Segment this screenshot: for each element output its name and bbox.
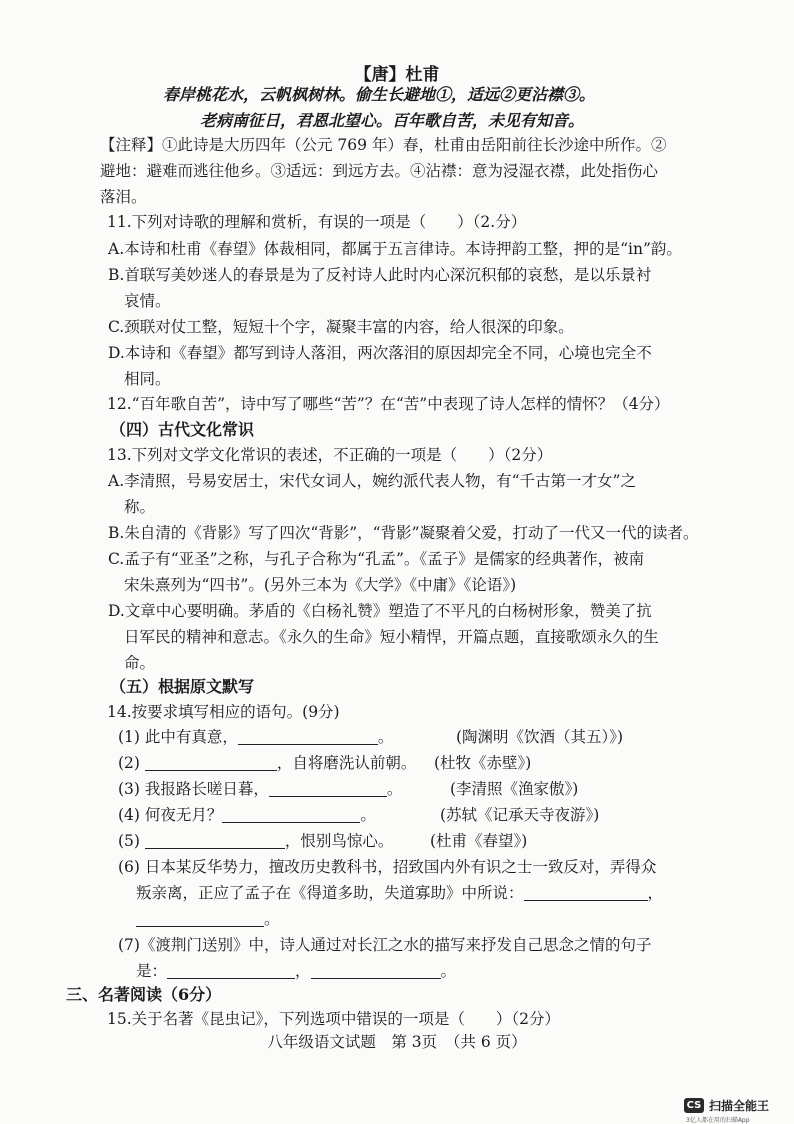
poem-line-1: 春岸桃花水，云帆枫树林。偷生长避地①，适远②更沾襟③。 <box>163 85 596 104</box>
scanner-tagline: 3亿人都在用的扫描App <box>686 1117 750 1124</box>
q14-item-5-source: (杜甫《春望》) <box>430 832 528 850</box>
q13-option-c-cont: 宋朱熹列为“四书”。(另外三本为《大学》《中庸》《论语》) <box>124 576 517 594</box>
scanner-logo-icon: CS <box>684 1098 704 1113</box>
q14-item-2 <box>118 752 416 774</box>
q13-stem: 13.下列对文学文化常识的表述，不正确的一项是（ ）（2分） <box>107 446 553 464</box>
q14-item-7-comma: ， <box>295 962 311 980</box>
notes-line-1: 【注释】①此诗是大历四年（公元 769 年）春，杜甫由岳阳前往长沙途中所作。② <box>100 136 667 154</box>
q14-item-4-source: (苏轼《记承天寺夜游》) <box>440 806 600 824</box>
q14-item-7: (7)《渡荆门送别》中，诗人通过对长江之水的描写来抒发自己思念之情的句子 <box>118 936 652 954</box>
q14-item-6-cont2 <box>136 908 280 930</box>
answer-blank[interactable] <box>145 754 277 771</box>
section-5-heading: （五）根据原文默写 <box>110 677 255 696</box>
scanner-brand-name: 扫描全能王 <box>709 1099 770 1113</box>
q14-item-7-end: 。 <box>440 962 457 980</box>
notes-line-2: 避地：避难而逃往他乡。③适远：到远方去。④沾襟：意为浸湿衣襟，此处指伤心 <box>100 162 659 180</box>
q14-item-6: (6) 日本某反华势力，擅改历史教科书，招致国内外有识之士一致反对，弄得众 <box>118 858 657 876</box>
q14-item-3-end: 。 <box>386 780 403 798</box>
q14-item-2-text: ，自将磨洗认前朝。 <box>276 754 417 772</box>
q14-item-6-cont <box>136 882 663 904</box>
section-3-heading: 三、名著阅读（6分） <box>66 985 222 1004</box>
q14-item-4-text: (4) 何夜无月？ <box>118 806 223 824</box>
q14-item-1-end: 。 <box>377 728 394 746</box>
q14-item-3 <box>118 778 402 800</box>
q15-stem: 15.关于名著《昆虫记》，下列选项中错误的一项是（ ）（2分） <box>107 1010 561 1028</box>
q14-item-4-end: 。 <box>360 806 376 824</box>
q14-item-1-source: (陶渊明《饮酒（其五）》) <box>456 728 624 746</box>
q13-option-d-cont2: 命。 <box>124 654 156 672</box>
q13-option-d-cont: 日军民的精神和意志。《永久的生命》短小精悍，开篇点题，直接歌颂永久的生 <box>124 628 659 646</box>
answer-blank[interactable] <box>238 728 378 745</box>
q14-item-2-num: (2) <box>118 754 140 772</box>
q14-item-7-text: 是： <box>136 962 168 980</box>
answer-blank[interactable] <box>524 884 648 901</box>
page-footer: 八年级语文试题 第 3页 （共 6 页） <box>267 1033 527 1051</box>
q13-option-d: D.文章中心要明确。茅盾的《白杨礼赞》塑造了不平凡的白杨树形象，赞美了抗 <box>108 602 652 620</box>
q11-option-c: C.颈联对仗工整，短短十个字，凝聚丰富的内容，给人很深的印象。 <box>108 318 574 336</box>
q14-item-3-source: (李清照《渔家傲》) <box>450 780 579 798</box>
q13-option-b: B.朱自清的《背影》写了四次“背影”，“背影”凝聚着父爱，打动了一代又一代的读者。 <box>108 524 699 542</box>
q13-option-a-cont: 称。 <box>124 498 156 516</box>
q14-item-5 <box>118 830 393 852</box>
q11-option-d-cont: 相同。 <box>124 370 171 388</box>
q11-option-b-cont: 哀情。 <box>124 292 171 310</box>
q12-stem: 12.“百年歌自苦”，诗中写了哪些“苦”？在“苦”中表现了诗人怎样的情怀？（4分） <box>107 395 670 413</box>
poem-title: 【唐】杜甫 <box>354 65 440 85</box>
q14-item-1 <box>118 726 393 748</box>
q14-item-6-text: 叛亲离，正应了孟子在《得道多助，失道寡助》中所说： <box>136 884 524 902</box>
answer-blank[interactable] <box>222 806 360 823</box>
q14-item-1-text: (1) 此中有真意， <box>118 728 238 746</box>
q11-option-d: D.本诗和《春望》都写到诗人落泪，两次落泪的原因却完全不同，心境也完全不 <box>108 344 652 362</box>
q14-item-5-text: ，恨别鸟惊心。 <box>284 832 394 850</box>
q14-item-6-comma: ， <box>647 884 664 902</box>
q14-item-5-num: (5) <box>118 832 140 850</box>
q14-item-7-cont <box>136 960 456 982</box>
answer-blank[interactable] <box>269 780 387 797</box>
q14-item-2-source: (杜牧《赤壁》) <box>434 754 532 772</box>
notes-line-3: 落泪。 <box>100 188 147 206</box>
q11-option-a: A.本诗和杜甫《春望》体裁相同，都属于五言律诗。本诗押韵工整，押的是“in”韵。 <box>108 240 682 258</box>
q14-item-3-text: (3) 我报路长嗟日暮， <box>118 780 269 798</box>
q13-option-c: C.孟子有“亚圣”之称，与孔子合称为“孔孟”。《孟子》是儒家的经典著作，被南 <box>108 550 645 568</box>
q14-item-6-end: 。 <box>264 910 280 928</box>
q13-option-a: A.李清照，号易安居士，宋代女词人，婉约派代表人物，有“千古第一才女”之 <box>108 472 636 490</box>
answer-blank[interactable] <box>145 832 285 849</box>
answer-blank[interactable] <box>136 910 264 927</box>
answer-blank[interactable] <box>311 962 441 979</box>
section-4-heading: （四）古代文化常识 <box>110 420 255 439</box>
q11-stem: 11.下列对诗歌的理解和赏析，有误的一项是（ ）（2.分） <box>107 213 527 231</box>
q14-stem: 14.按要求填写相应的语句。(9分) <box>107 703 340 721</box>
poem-line-2: 老病南征日，君恩北望心。百年歌自苦，未见有知音。 <box>200 111 585 130</box>
q14-item-4 <box>118 804 376 826</box>
answer-blank[interactable] <box>167 962 295 979</box>
q11-option-b: B.首联写美妙迷人的春景是为了反衬诗人此时内心深沉积郁的哀愁，是以乐景衬 <box>108 266 652 284</box>
